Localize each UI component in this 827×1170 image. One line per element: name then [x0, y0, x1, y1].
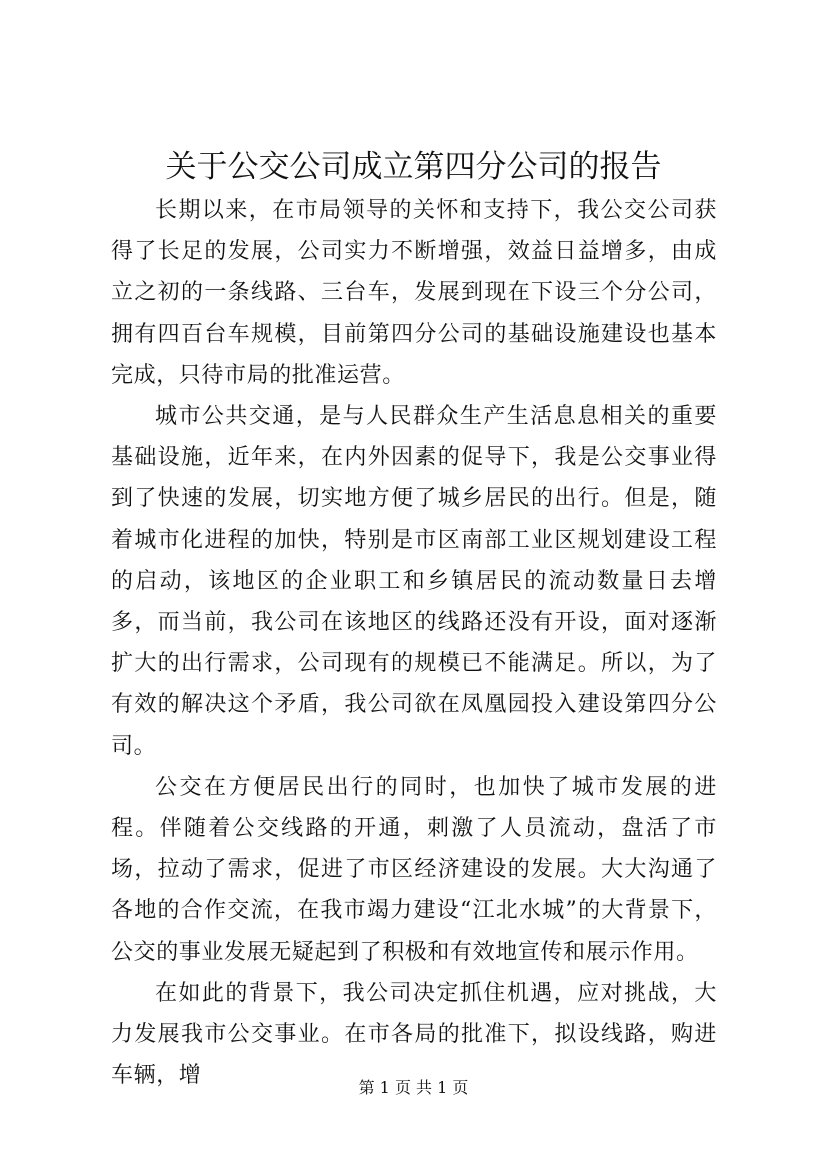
paragraph-4: 在如此的背景下，我公司决定抓住机遇，应对挑战，大力发展我市公交事业。在市各局的批准下，拟设线路，购进车辆，增: [111, 980, 717, 1089]
paragraph-1: 长期以来，在市局领导的关怀和支持下，我公交公司获得了长足的发展，公司实力不断增强，效益日益增多，由成立之初的一条线路、三台车，发展到现在下设三个分公司，拥有四百台车规模，目前第四分公司的基础设施建设也基本完成，只待市局的批准运营。: [111, 198, 717, 388]
paragraph-3: 公交在方便居民出行的同时，也加快了城市发展的进程。伴随着公交线路的开通，刺激了人员流动，盘活了市场，拉动了需求，促进了市区经济建设的发展。大大沟通了各地的合作交流，在我市竭力建设“江北水城”的大背景下，公交的事业发展无疑起到了积极和有效地宣传和展示作用。: [111, 774, 717, 965]
document-title: 关于公交公司成立第四分公司的报告: [165, 149, 662, 185]
document-body: [111, 190, 717, 1096]
page-footer: 第 1 页 共 1 页: [358, 1078, 469, 1097]
paragraph-2: 城市公共交通，是与人民群众生产生活息息相关的重要基础设施，近年来，在内外因素的促导下，我是公交事业得到了快速的发展，切实地方便了城乡居民的出行。但是，随着城市化进程的加快，特别是市区南部工业区规划建设工程的启动，该地区的企业职工和乡镇居民的流动数量日去增多，而当前，我公司在该地区的线路还没有开设，面对逐渐扩大的出行需求，公司现有的规模已不能满足。所以，为了有效的解决这个矛盾，我公司欲在凤凰园投入建设第四分公司。: [111, 404, 717, 759]
